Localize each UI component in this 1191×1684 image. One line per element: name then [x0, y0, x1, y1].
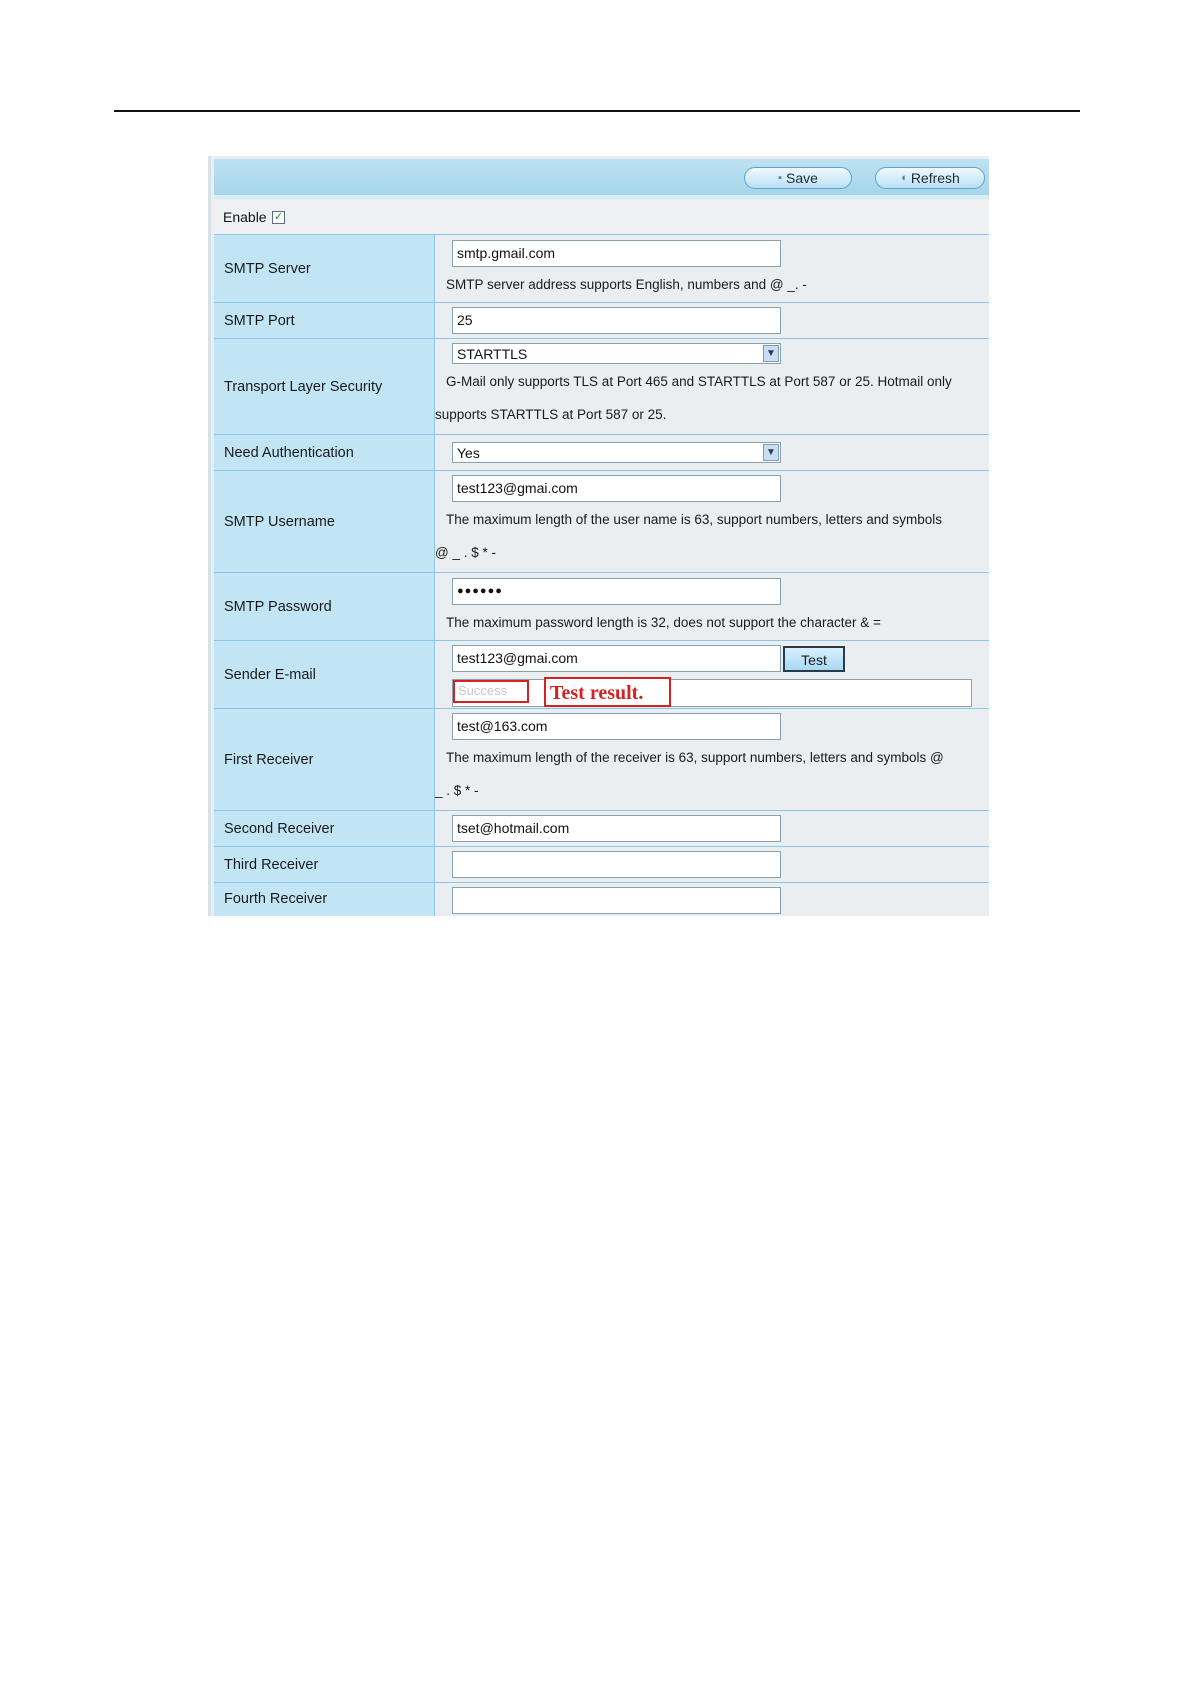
- smtp-username-label: SMTP Username: [214, 471, 435, 572]
- third-receiver-row: [214, 846, 989, 882]
- second-receiver-label: Second Receiver: [214, 811, 435, 846]
- save-label: Save: [785, 170, 818, 186]
- test-result-annotation: Test result.: [544, 677, 671, 707]
- chevron-down-icon[interactable]: ▼: [763, 345, 779, 362]
- fourth-receiver-input[interactable]: [452, 887, 781, 914]
- refresh-icon: ◖: [900, 172, 907, 184]
- enable-label: Enable: [223, 209, 267, 225]
- chevron-down-icon[interactable]: ▼: [763, 444, 779, 461]
- test-result-status: Success: [453, 680, 529, 703]
- smtp-username-row: [214, 470, 989, 572]
- smtp-password-row: [214, 572, 989, 640]
- refresh-label: Refresh: [910, 170, 960, 186]
- tls-row: [214, 338, 989, 434]
- first-receiver-label: First Receiver: [214, 709, 435, 810]
- sender-email-input[interactable]: test123@gmai.com: [452, 645, 781, 672]
- refresh-button[interactable]: [875, 167, 985, 189]
- second-receiver-row: [214, 810, 989, 846]
- third-receiver-input[interactable]: [452, 851, 781, 878]
- first-receiver-hint-line1: The maximum length of the receiver is 63, support numbers, letters and symbols @: [446, 750, 944, 765]
- tls-select[interactable]: [452, 343, 781, 364]
- need-auth-value: Yes: [457, 445, 480, 461]
- first-receiver-hint-line2: _ . $ * -: [435, 783, 479, 798]
- tls-value: STARTTLS: [457, 346, 528, 362]
- smtp-server-hint: SMTP server address supports English, numbers and @ _. -: [446, 277, 807, 292]
- tls-hint-line2: supports STARTTLS at Port 587 or 25.: [435, 407, 667, 422]
- smtp-port-label: SMTP Port: [214, 303, 435, 338]
- page-header-rule: [114, 110, 1080, 112]
- smtp-password-hint: The maximum password length is 32, does not support the character & =: [446, 615, 881, 630]
- save-button[interactable]: [744, 167, 852, 189]
- smtp-server-row: [214, 234, 989, 302]
- enable-row: [214, 200, 989, 234]
- smtp-server-label: SMTP Server: [214, 235, 435, 302]
- floppy-icon: ▪: [778, 172, 782, 184]
- tls-label: Transport Layer Security: [214, 339, 435, 434]
- need-auth-row: [214, 434, 989, 470]
- need-auth-select[interactable]: [452, 442, 781, 463]
- need-auth-label: Need Authentication: [214, 435, 435, 470]
- mail-settings-panel: [208, 156, 989, 916]
- second-receiver-input[interactable]: tset@hotmail.com: [452, 815, 781, 842]
- smtp-username-hint-line1: The maximum length of the user name is 63, support numbers, letters and symbols: [446, 512, 942, 527]
- smtp-username-input[interactable]: test123@gmai.com: [452, 475, 781, 502]
- toolbar: [214, 159, 989, 199]
- enable-checkbox[interactable]: ✓: [273, 211, 284, 223]
- test-result-field: [452, 679, 972, 707]
- sender-email-label: Sender E-mail: [214, 641, 435, 708]
- sender-email-row: [214, 640, 989, 708]
- tls-hint-line1: G-Mail only supports TLS at Port 465 and STARTTLS at Port 587 or 25. Hotmail only: [446, 374, 952, 389]
- third-receiver-label: Third Receiver: [214, 847, 435, 882]
- smtp-server-input[interactable]: smtp.gmail.com: [452, 240, 781, 267]
- smtp-port-input[interactable]: 25: [452, 307, 781, 334]
- smtp-password-label: SMTP Password: [214, 573, 435, 640]
- first-receiver-input[interactable]: test@163.com: [452, 713, 781, 740]
- first-receiver-row: [214, 708, 989, 810]
- smtp-username-hint-line2: @ _ . $ * -: [435, 545, 496, 560]
- smtp-password-input[interactable]: ●●●●●●: [452, 578, 781, 605]
- fourth-receiver-label: Fourth Receiver: [214, 883, 435, 916]
- smtp-port-row: [214, 302, 989, 338]
- test-button[interactable]: Test: [783, 646, 845, 672]
- fourth-receiver-row: [214, 882, 989, 916]
